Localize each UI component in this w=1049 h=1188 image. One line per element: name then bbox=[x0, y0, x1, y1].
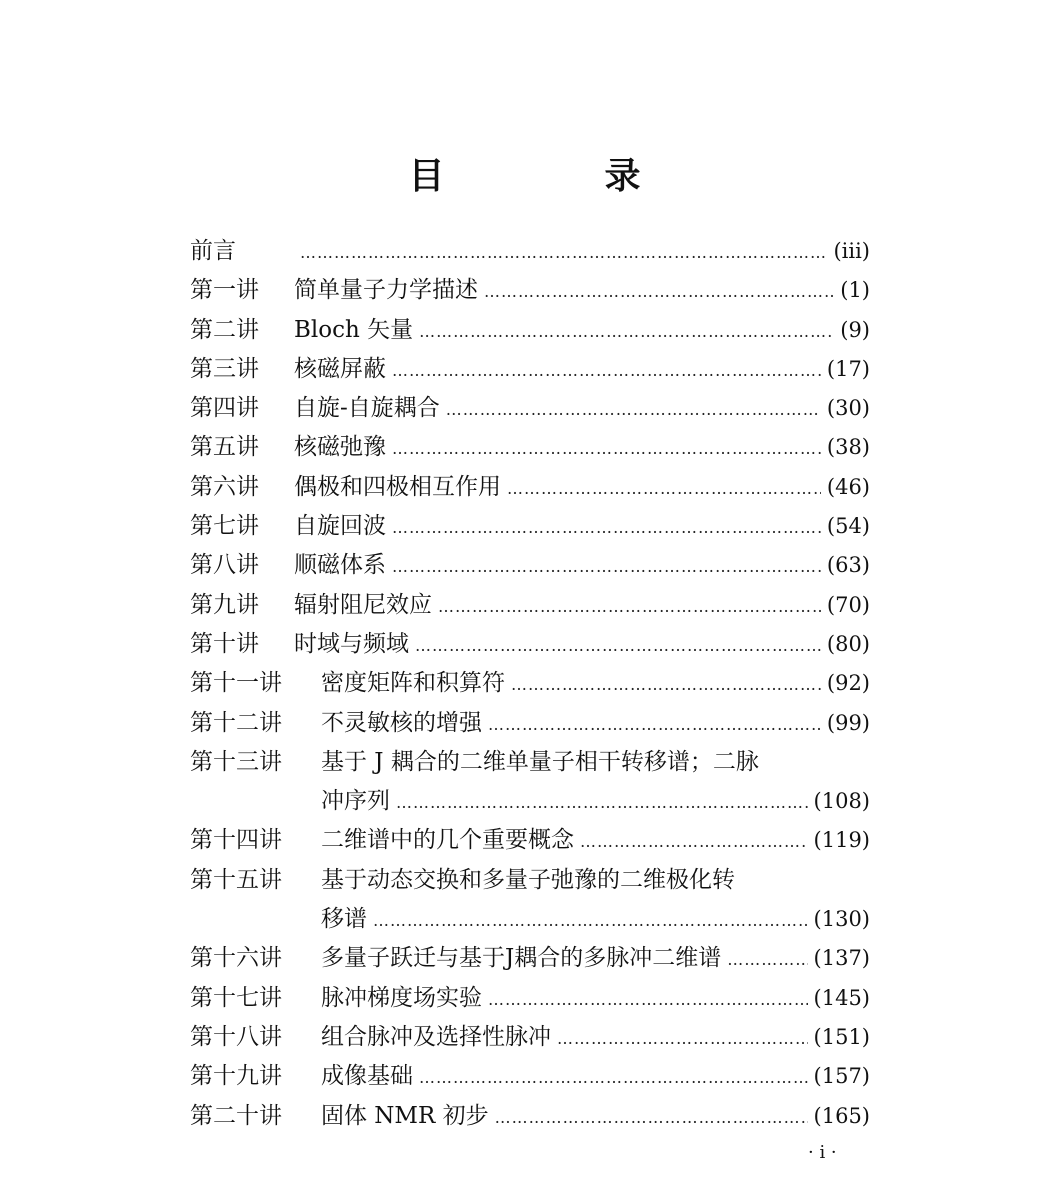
toc-entry bbox=[190, 861, 870, 900]
leader-dots bbox=[727, 940, 807, 979]
leader-dots bbox=[580, 822, 808, 861]
toc-page: (137) bbox=[813, 946, 870, 971]
leader-dots bbox=[392, 508, 821, 547]
toc-title: 不灵敏核的增强 bbox=[321, 709, 482, 736]
leader-dots bbox=[446, 390, 821, 429]
leader-dots bbox=[488, 705, 821, 744]
toc-title: 脉冲梯度场实验 bbox=[321, 984, 482, 1011]
leader-dots bbox=[507, 469, 821, 508]
toc-label: 第二十讲 bbox=[190, 1102, 282, 1129]
toc-entry bbox=[190, 468, 870, 507]
toc-entry bbox=[190, 1057, 870, 1096]
leader-dots bbox=[484, 272, 834, 311]
toc-title: 核磁屏蔽 bbox=[294, 355, 386, 382]
toc-title: 核磁弛豫 bbox=[294, 434, 386, 461]
toc-entry bbox=[190, 546, 870, 585]
leader-dots bbox=[419, 1058, 808, 1097]
toc-page: (30) bbox=[826, 396, 870, 421]
toc-page: (145) bbox=[813, 985, 870, 1010]
toc-page: (119) bbox=[813, 828, 870, 853]
toc-entry bbox=[190, 1097, 870, 1136]
toc-entry bbox=[190, 743, 870, 782]
toc-label: 第一讲 bbox=[190, 277, 259, 304]
leader-dots bbox=[419, 312, 834, 351]
toc-label: 第十八讲 bbox=[190, 1023, 282, 1050]
toc-title: 固体 NMR 初步 bbox=[321, 1102, 489, 1129]
toc-entry bbox=[190, 979, 870, 1018]
toc-label: 第十四讲 bbox=[190, 827, 282, 854]
toc-label: 第六讲 bbox=[190, 473, 259, 500]
toc-label: 第五讲 bbox=[190, 434, 259, 461]
leader-dots bbox=[392, 351, 821, 390]
toc-entry bbox=[190, 428, 870, 467]
page-folio: · i · bbox=[808, 1142, 837, 1163]
toc-entry bbox=[190, 389, 870, 428]
toc-label: 第十九讲 bbox=[190, 1063, 282, 1090]
toc-page: (46) bbox=[826, 474, 870, 499]
toc-title: 密度矩阵和积算符 bbox=[321, 670, 505, 697]
toc-label: 第七讲 bbox=[190, 513, 259, 540]
toc-title: 成像基础 bbox=[321, 1063, 413, 1090]
toc-title: Bloch 矢量 bbox=[294, 316, 414, 343]
leader-dots bbox=[557, 1019, 808, 1058]
toc-page: (17) bbox=[826, 356, 870, 381]
toc-page: (63) bbox=[826, 553, 870, 578]
toc-label: 第九讲 bbox=[190, 591, 259, 618]
toc-entry bbox=[190, 625, 870, 664]
toc-title: 辐射阻尼效应 bbox=[294, 591, 432, 618]
toc-label: 第十讲 bbox=[190, 630, 259, 657]
toc-title: 时域与频域 bbox=[294, 630, 409, 657]
toc-entry bbox=[190, 507, 870, 546]
toc-page: (92) bbox=[826, 671, 870, 696]
toc-title-continuation: 冲序列 bbox=[321, 788, 390, 815]
toc-title-continuation: 移谱 bbox=[321, 906, 367, 933]
toc-page: (151) bbox=[813, 1024, 870, 1049]
toc-entry bbox=[190, 350, 870, 389]
toc-label: 第八讲 bbox=[190, 552, 259, 579]
leader-dots bbox=[495, 1098, 808, 1137]
toc-entry bbox=[190, 821, 870, 860]
toc-entry bbox=[190, 271, 870, 310]
toc-label: 第十六讲 bbox=[190, 945, 282, 972]
toc-title: 二维谱中的几个重要概念 bbox=[321, 827, 574, 854]
toc-title: 顺磁体系 bbox=[294, 552, 386, 579]
leader-dots bbox=[415, 626, 821, 665]
toc-title: 基于动态交换和多量子弛豫的二维极化转 bbox=[321, 866, 735, 893]
toc-page: (165) bbox=[813, 1103, 870, 1128]
toc-title: 多量子跃迁与基于J耦合的多脉冲二维谱 bbox=[321, 945, 722, 972]
leader-dots bbox=[392, 547, 821, 586]
toc-label: 第四讲 bbox=[190, 395, 259, 422]
leader-dots bbox=[438, 587, 821, 626]
toc-label: 第十三讲 bbox=[190, 748, 282, 775]
toc-title: 简单量子力学描述 bbox=[294, 277, 478, 304]
toc-entry bbox=[190, 586, 870, 625]
toc-label: 第三讲 bbox=[190, 355, 259, 382]
leader-dots bbox=[300, 233, 827, 272]
toc-entry bbox=[190, 939, 870, 978]
toc-entry bbox=[190, 664, 870, 703]
toc-label: 第十七讲 bbox=[190, 984, 282, 1011]
toc-label: 前言 bbox=[190, 238, 236, 264]
toc-label: 第十一讲 bbox=[190, 670, 282, 697]
leader-dots bbox=[488, 980, 808, 1019]
toc-title: 组合脉冲及选择性脉冲 bbox=[321, 1023, 551, 1050]
toc-page: (1) bbox=[840, 278, 870, 303]
toc-page: (70) bbox=[826, 592, 870, 617]
toc-title: 自旋-自旋耦合 bbox=[294, 395, 440, 422]
leader-dots bbox=[373, 901, 808, 940]
toc-page: (157) bbox=[813, 1064, 870, 1089]
toc-entry bbox=[190, 232, 870, 271]
toc-title: 偶极和四极相互作用 bbox=[294, 473, 501, 500]
leader-dots bbox=[396, 783, 808, 822]
toc-title: 基于 J 耦合的二维单量子相干转移谱；二脉 bbox=[321, 748, 759, 775]
toc-page: (80) bbox=[826, 631, 870, 656]
toc-entry bbox=[190, 704, 870, 743]
toc-entry bbox=[190, 1018, 870, 1057]
toc-page: (iii) bbox=[833, 239, 870, 263]
toc-page: (9) bbox=[840, 317, 870, 342]
table-of-contents bbox=[190, 232, 870, 1136]
toc-page: (108) bbox=[813, 789, 870, 814]
toc-label: 第十二讲 bbox=[190, 709, 282, 736]
toc-page: (38) bbox=[826, 435, 870, 460]
toc-entry bbox=[190, 311, 870, 350]
toc-label: 第二讲 bbox=[190, 316, 259, 343]
toc-page: (130) bbox=[813, 907, 870, 932]
page-title: 目 录 bbox=[408, 156, 703, 197]
toc-entry-continuation bbox=[190, 900, 870, 939]
leader-dots bbox=[392, 429, 821, 468]
toc-title: 自旋回波 bbox=[294, 513, 386, 540]
toc-page: (54) bbox=[826, 514, 870, 539]
toc-page: (99) bbox=[826, 710, 870, 735]
toc-label: 第十五讲 bbox=[190, 866, 282, 893]
toc-entry-continuation bbox=[190, 782, 870, 821]
leader-dots bbox=[511, 665, 821, 704]
